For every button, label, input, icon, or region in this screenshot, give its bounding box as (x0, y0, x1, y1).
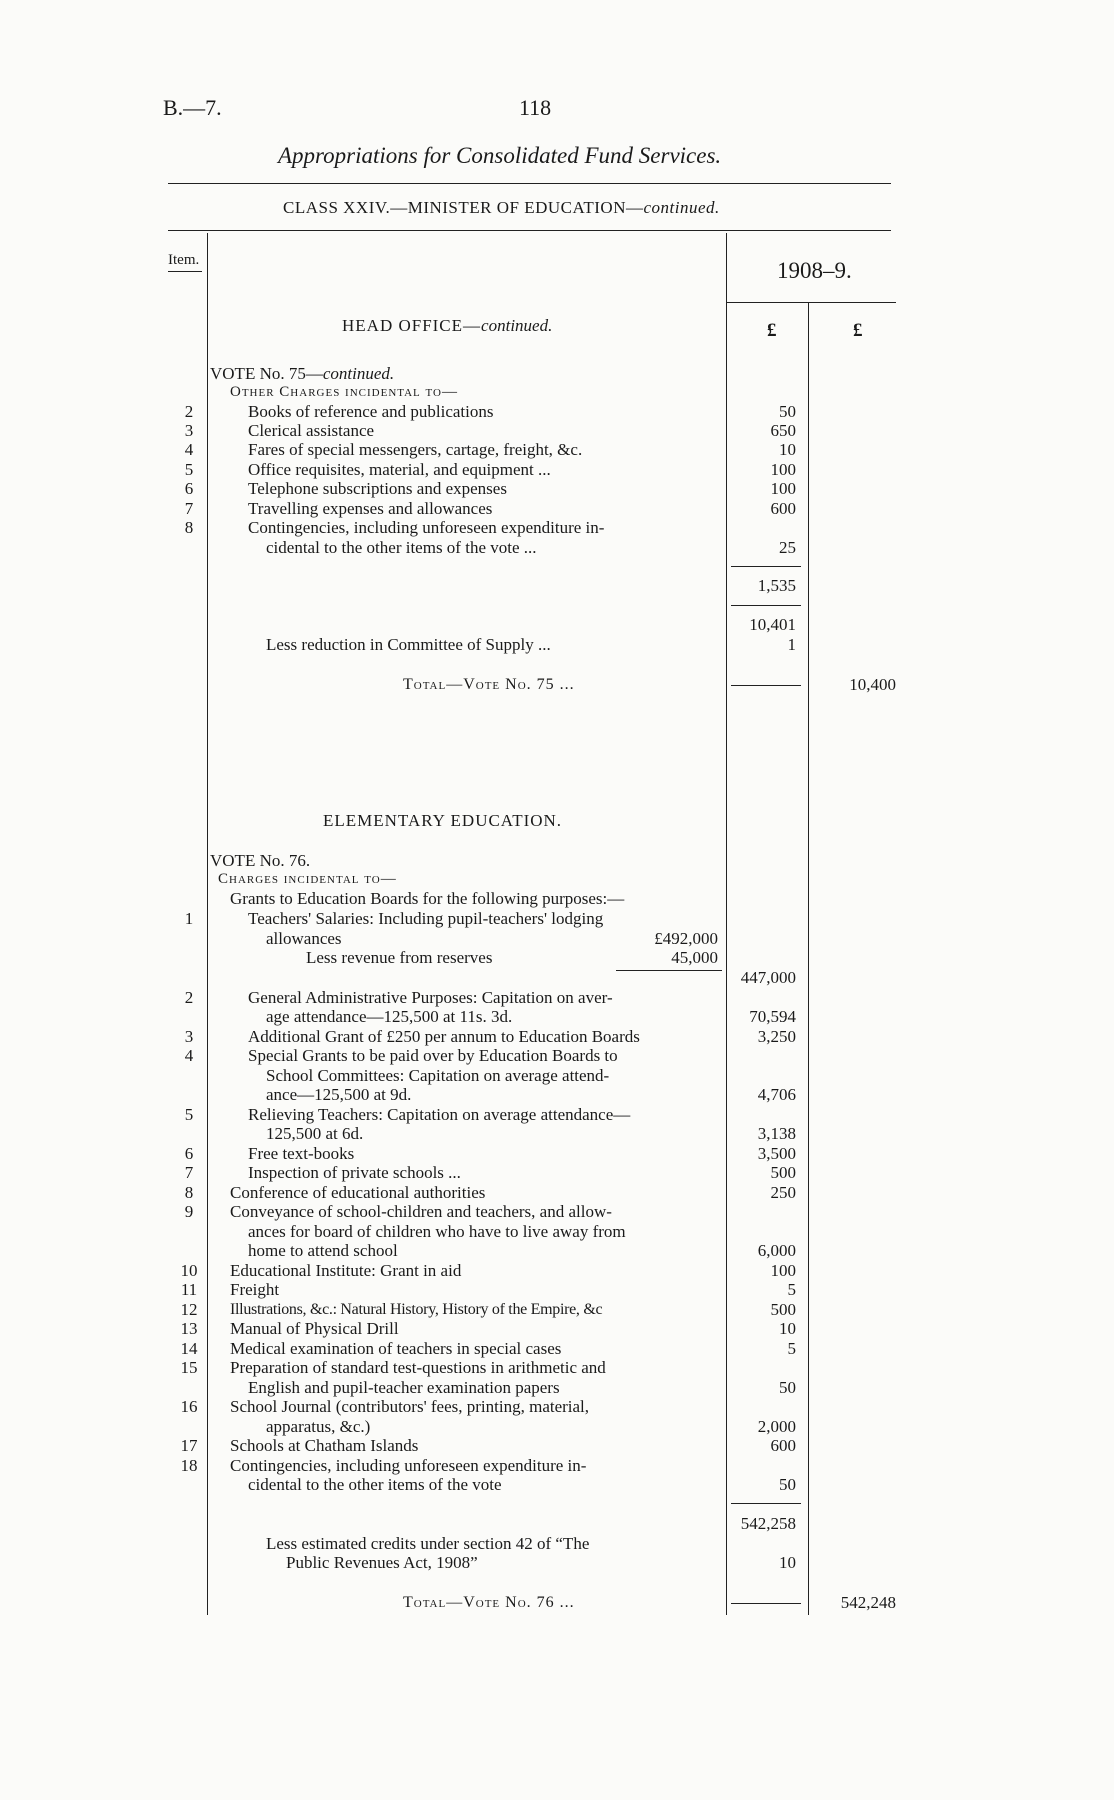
item-number: 13 (180, 1319, 198, 1338)
line-item-amount: 6,000 (757, 1241, 796, 1260)
total-rule (731, 1603, 801, 1604)
subtotal-rule (731, 1503, 801, 1504)
line-item-label: Educational Institute: Grant in aid (230, 1261, 462, 1280)
line-item-label: Relieving Teachers: Capitation on average attendance— (248, 1105, 631, 1124)
vote-76-total-amount: 542,248 (840, 1593, 896, 1612)
line-item-label: Manual of Physical Drill (230, 1319, 399, 1338)
line-item-label: Contingencies, including unforeseen expenditure in- (248, 518, 605, 537)
header-rule-top (168, 183, 891, 184)
line-item-label: Special Grants to be paid over by Education Boards to (248, 1046, 618, 1065)
line-item-label-cont: cidental to the other items of the vote (248, 1475, 502, 1494)
line-item-amount: 2,000 (757, 1417, 796, 1436)
salaries-gross-amount: £492,000 (654, 929, 718, 948)
item-number: 7 (184, 499, 194, 518)
line-item-amount: 10 (779, 1319, 796, 1338)
document-reference: B.—7. (163, 95, 222, 120)
line-item-label: Illustrations, &c.: Natural History, History of the Empire, &c (230, 1301, 603, 1318)
head-office-subtotal: 1,535 (757, 576, 796, 595)
line-item-amount: 600 (770, 499, 796, 518)
item-number: 6 (184, 1144, 194, 1163)
reduction-label: Less reduction in Committee of Supply ... (266, 635, 551, 654)
vote-76-line: VOTE No. 76. (210, 851, 311, 870)
reserves-revenue-amount: 45,000 (671, 948, 718, 967)
item-number: 5 (184, 1105, 194, 1124)
line-item-amount: 5 (787, 1280, 796, 1299)
elementary-heading: ELEMENTARY EDUCATION. (323, 811, 563, 830)
currency-header-col2: £ (853, 320, 863, 341)
item-number: 8 (184, 518, 194, 537)
line-item-label: Inspection of private schools ... (248, 1163, 461, 1182)
line-item-label-cont: English and pupil-teacher examination papers (248, 1378, 560, 1397)
class-line-continued: continued. (643, 198, 720, 217)
item-number: 2 (184, 402, 194, 421)
item-number: 16 (180, 1397, 198, 1416)
line-item-amount: 50 (779, 1378, 796, 1397)
item-number: 9 (184, 1202, 194, 1221)
line-item-label: Books of reference and publications (248, 402, 494, 421)
line-item-label: Additional Grant of £250 per annum to Education Boards (248, 1027, 640, 1046)
line-item-amount: 25 (779, 538, 796, 557)
vote-75-total-label: Total—Vote No. 75 ... (403, 676, 575, 693)
line-item-label-cont: age attendance—125,500 at 11s. 3d. (266, 1007, 513, 1026)
line-item-label: Clerical assistance (248, 421, 375, 440)
line-item-label-cont: 125,500 at 6d. (266, 1124, 364, 1143)
item-number: 1 (184, 909, 194, 928)
line-item-label: General Administrative Purposes: Capitation on aver- (248, 988, 613, 1007)
line-item-amount: 50 (779, 402, 796, 421)
line-item-amount: 3,250 (757, 1027, 796, 1046)
line-item-amount: 3,500 (757, 1144, 796, 1163)
item-number: 14 (180, 1339, 198, 1358)
vote-76-subheading: Charges incidental to— (218, 871, 397, 887)
line-item-amount: 447,000 (740, 968, 796, 987)
line-item-label: Contingencies, including unforeseen expenditure in- (230, 1456, 587, 1475)
line-item-label-cont: School Committees: Capitation on average attend- (266, 1066, 610, 1085)
vote-75-line (210, 364, 394, 384)
elementary-subtotal: 542,258 (740, 1514, 796, 1533)
item-number: 4 (184, 1046, 194, 1065)
item1-rule (616, 970, 722, 971)
line-item-label-cont: ances for board of children who have to live away from (248, 1222, 626, 1241)
header-rule-bottom (168, 230, 891, 231)
gross-rule (731, 605, 801, 606)
line-item-amount: 250 (770, 1183, 796, 1202)
subtotal-rule (731, 566, 801, 567)
line-item-label-cont: allowances (266, 929, 342, 948)
year-header: 1908–9. (777, 258, 852, 283)
line-item-amount: 600 (770, 1436, 796, 1455)
item-number: 3 (184, 1027, 194, 1046)
item-header-underline (168, 271, 202, 272)
vote-75-continued: continued. (322, 364, 395, 383)
item-number: 7 (184, 1163, 194, 1182)
head-office-heading-text: HEAD OFFICE— (342, 316, 482, 335)
line-item-label-cont: home to attend school (248, 1241, 398, 1260)
credits-label: Less estimated credits under section 42 of “The (266, 1534, 590, 1553)
item-number: 15 (180, 1358, 198, 1377)
page-title: Appropriations for Consolidated Fund Services. (278, 143, 722, 168)
line-item-label: Schools at Chatham Islands (230, 1436, 419, 1455)
item-column-header: Item. (168, 252, 200, 268)
line-item-amount: 5 (787, 1339, 796, 1358)
line-item-label-cont: apparatus, &c.) (266, 1417, 371, 1436)
head-office-heading-continued: continued. (481, 316, 553, 335)
item-number: 11 (180, 1280, 198, 1299)
line-item-label: Fares of special messengers, cartage, freight, &c. (248, 440, 583, 459)
item-number: 3 (184, 421, 194, 440)
item-number: 12 (180, 1300, 198, 1319)
line-item-amount: 10 (779, 440, 796, 459)
page-number: 118 (519, 95, 552, 120)
vote-75-total-amount: 10,400 (849, 675, 896, 694)
line-item-label-cont: cidental to the other items of the vote ... (266, 538, 537, 557)
line-item-label: Freight (230, 1280, 280, 1299)
line-item-amount: 50 (779, 1475, 796, 1494)
head-office-heading (342, 316, 552, 336)
vote-75-text: VOTE No. 75— (210, 364, 323, 383)
line-item-amount: 100 (770, 479, 796, 498)
class-line-text: CLASS XXIV.—MINISTER OF EDUCATION— (283, 198, 644, 217)
line-item-label: Office requisites, material, and equipment ... (248, 460, 551, 479)
total-rule (731, 685, 801, 686)
reserves-revenue-label: Less revenue from reserves (306, 948, 493, 967)
amount-column-rule-left (726, 233, 727, 1615)
line-item-amount: 3,138 (757, 1124, 796, 1143)
line-item-label: Telephone subscriptions and expenses (248, 479, 507, 498)
credits-label-cont: Public Revenues Act, 1908” (286, 1553, 478, 1572)
vote-76-total-label: Total—Vote No. 76 ... (403, 1594, 575, 1611)
line-item-label: Medical examination of teachers in special cases (230, 1339, 562, 1358)
item-number: 17 (180, 1436, 198, 1455)
head-office-gross: 10,401 (749, 615, 796, 634)
line-item-amount: 100 (770, 460, 796, 479)
item-number: 10 (180, 1261, 198, 1280)
line-item-amount: 70,594 (749, 1007, 796, 1026)
line-item-label-cont: ance—125,500 at 9d. (266, 1085, 412, 1104)
item-number: 6 (184, 479, 194, 498)
line-item-label: Travelling expenses and allowances (248, 499, 493, 518)
line-item-label: Conference of educational authorities (230, 1183, 486, 1202)
class-line (283, 198, 720, 218)
item-number: 2 (184, 988, 194, 1007)
line-item-amount: 500 (770, 1163, 796, 1182)
line-item-label: School Journal (contributors' fees, printing, material, (230, 1397, 590, 1416)
line-item-amount: 650 (770, 421, 796, 440)
year-header-rule (726, 302, 896, 303)
item-number: 8 (184, 1183, 194, 1202)
line-item-label: Preparation of standard test-questions in arithmetic and (230, 1358, 606, 1377)
currency-header-col1: £ (767, 320, 777, 341)
item-number: 18 (180, 1456, 198, 1475)
line-item-label: Conveyance of school-children and teachers, and allow- (230, 1202, 612, 1221)
line-item-label: Free text-books (248, 1144, 355, 1163)
grants-intro: Grants to Education Boards for the following purposes:— (230, 889, 625, 908)
reduction-amount: 1 (787, 635, 796, 654)
item-number: 5 (184, 460, 194, 479)
item-number: 4 (184, 440, 194, 459)
line-item-amount: 100 (770, 1261, 796, 1280)
vote-75-subheading: Other Charges incidental to— (230, 384, 458, 400)
credits-amount: 10 (779, 1553, 796, 1572)
amount-column-rule-mid (808, 302, 809, 1615)
item-column-rule (207, 233, 208, 1615)
line-item-label: Teachers' Salaries: Including pupil-teachers' lodging (248, 909, 604, 928)
line-item-amount: 500 (770, 1300, 796, 1319)
line-item-amount: 4,706 (757, 1085, 796, 1104)
